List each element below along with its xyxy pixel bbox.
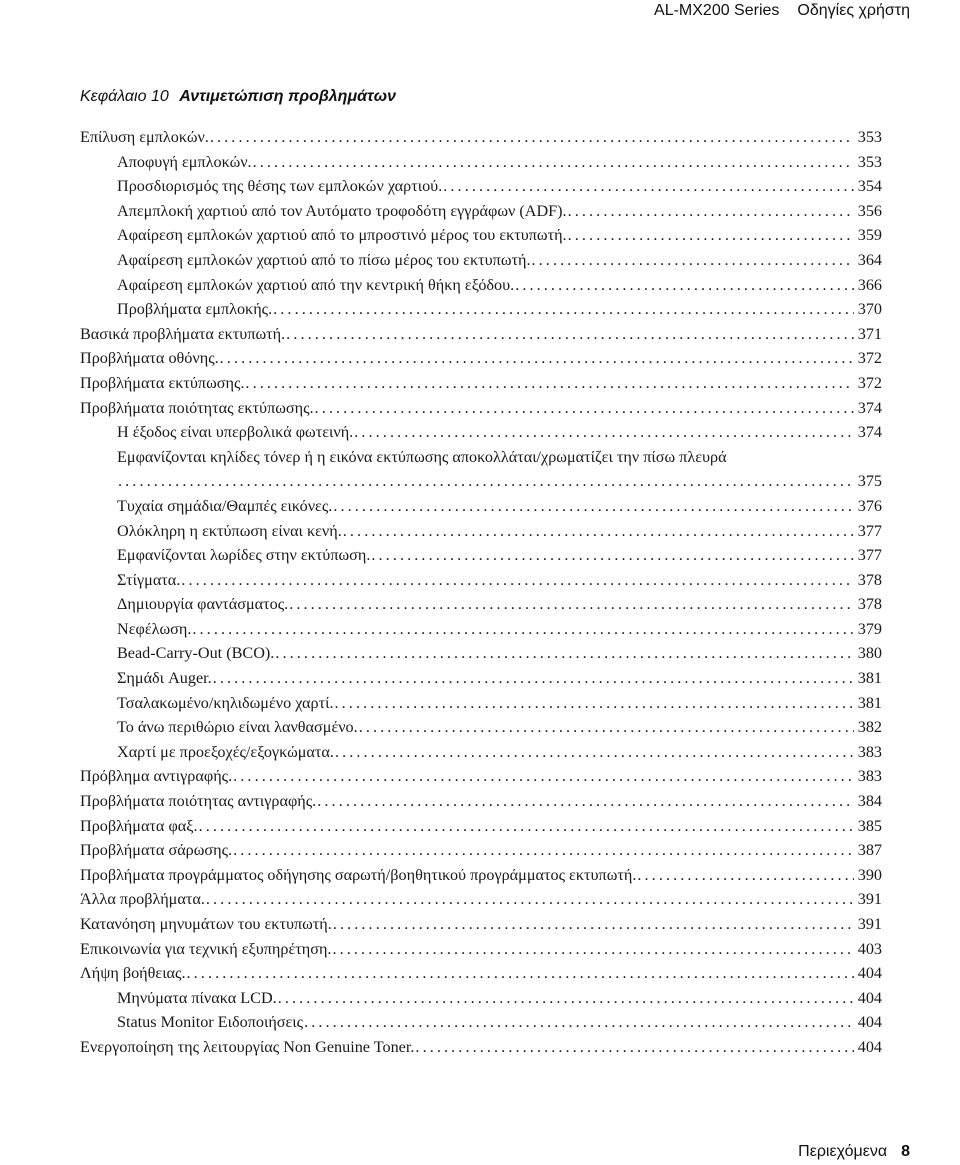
toc-entry-label[interactable]: Τυχαία σημάδια/Θαμπές εικόνες.	[117, 496, 333, 515]
toc-subentry[interactable]	[80, 592, 882, 617]
toc-page-number[interactable]: 383	[857, 767, 882, 786]
toc-entry[interactable]	[80, 125, 882, 150]
dot-leader	[275, 641, 853, 666]
dot-leader	[233, 838, 854, 863]
toc-entry-label[interactable]: Επικοινωνία για τεχνική εξυπηρέτηση.	[80, 939, 332, 958]
toc-entry-label[interactable]: Λήψη βοήθειας.	[80, 964, 186, 983]
toc-entry-label[interactable]: Βασικά προβλήματα εκτυπωτή.	[80, 324, 286, 343]
toc-entry[interactable]	[80, 322, 882, 347]
toc-page-number[interactable]: 370	[857, 300, 882, 319]
toc-page-number[interactable]: 359	[857, 226, 882, 245]
toc-entry-label[interactable]: Εμφανίζονται λωρίδες στην εκτύπωση.	[117, 546, 371, 565]
toc-entry-label[interactable]: Άλλα προβλήματα.	[80, 890, 205, 909]
toc-entry[interactable]	[80, 863, 882, 888]
toc-entry-label[interactable]: Νεφέλωση.	[117, 619, 192, 638]
toc-page-number[interactable]: 376	[857, 496, 882, 515]
toc-entry-label[interactable]: Η έξοδος είναι υπερβολικά φωτεινή.	[117, 423, 354, 442]
toc-entry-label[interactable]: Χαρτί με προεξοχές/εξογκώματα.	[117, 742, 334, 761]
toc-page-number[interactable]: 385	[857, 816, 882, 835]
toc-entry[interactable]	[80, 396, 882, 421]
dot-leader	[210, 125, 854, 150]
toc-page-number[interactable]: 377	[857, 521, 882, 540]
toc-page-number[interactable]: 354	[857, 177, 882, 196]
toc-page-number[interactable]: 378	[857, 570, 882, 589]
dot-leader	[568, 223, 854, 248]
toc-entry-label[interactable]: Bead-Carry-Out (BCO).	[117, 644, 275, 663]
toc-entry[interactable]	[80, 789, 882, 814]
dot-leader	[206, 887, 854, 912]
toc-page-number[interactable]: 380	[857, 644, 882, 663]
toc-entry-label[interactable]: Εμφανίζονται κηλίδες τόνερ ή η εικόνα εκτύπωσης αποκολλάται/χρωματίζει την πίσω πλευρά	[117, 447, 727, 466]
toc-entry[interactable]	[80, 1035, 882, 1060]
dot-leader	[415, 1035, 853, 1060]
dot-leader	[199, 814, 854, 839]
footer-section: Περιεχόμενα	[798, 1143, 888, 1160]
dot-leader	[286, 322, 854, 347]
toc-page-number[interactable]: 366	[857, 275, 882, 294]
toc-entry-label[interactable]: Τσαλακωμένο/κηλιδωμένο χαρτί.	[117, 693, 334, 712]
dot-leader	[335, 740, 854, 765]
dot-leader	[213, 666, 854, 691]
toc-subentry[interactable]	[80, 420, 882, 445]
toc-subentry[interactable]	[80, 1010, 882, 1035]
toc-page-number[interactable]: 377	[857, 546, 882, 565]
toc-page-number[interactable]: 353	[857, 152, 882, 171]
dot-leader	[333, 494, 853, 519]
toc-entry-label[interactable]: Προβλήματα προγράμματος οδήγησης σαρωτή/βοηθητικού προγράμματος εκτυπωτή.	[80, 865, 637, 884]
table-of-contents	[80, 125, 882, 1060]
toc-page-number[interactable]: 375	[857, 472, 882, 491]
toc-subentry[interactable]	[80, 666, 882, 691]
toc-page-number[interactable]: 374	[857, 423, 882, 442]
dot-leader	[637, 863, 853, 888]
chapter-heading	[80, 88, 396, 106]
footer-page-number: 8	[901, 1143, 910, 1160]
toc-page-number[interactable]: 378	[857, 595, 882, 614]
toc-entry-label[interactable]: Προσδιορισμός της θέσης των εμπλοκών χαρτιού.	[117, 177, 443, 196]
dot-leader	[181, 568, 853, 593]
toc-subentry[interactable]	[80, 740, 882, 765]
toc-subentry[interactable]	[80, 273, 882, 298]
dot-leader	[220, 346, 854, 371]
document-name: Οδηγίες χρήστη	[797, 2, 910, 19]
toc-page-number[interactable]: 382	[857, 718, 882, 737]
dot-leader	[443, 174, 853, 199]
dot-leader	[333, 912, 854, 937]
toc-entry[interactable]	[80, 937, 882, 962]
toc-entry-label[interactable]: Προβλήματα εμπλοκής.	[117, 300, 273, 319]
toc-subentry[interactable]	[80, 199, 882, 224]
toc-page-number[interactable]: 379	[857, 619, 882, 638]
toc-page-number[interactable]: 381	[857, 669, 882, 688]
toc-entry-label[interactable]: Επίλυση εμπλοκών.	[80, 128, 209, 146]
toc-entry-label[interactable]: Αφαίρεση εμπλοκών χαρτιού από το μπροστινό μέρος του εκτυπωτή.	[117, 226, 567, 245]
dot-leader	[315, 396, 854, 421]
toc-entry[interactable]	[80, 346, 882, 371]
dot-leader	[371, 543, 853, 568]
toc-page-number[interactable]: 381	[857, 693, 882, 712]
dot-leader	[304, 1010, 854, 1035]
toc-page-number[interactable]: 371	[857, 324, 882, 343]
toc-entry[interactable]	[80, 887, 882, 912]
dot-leader	[233, 764, 854, 789]
dot-leader	[359, 715, 854, 740]
toc-page-number[interactable]: 356	[857, 201, 882, 220]
dot-leader	[187, 961, 854, 986]
toc-entry-label[interactable]: Προβλήματα εκτύπωσης.	[80, 373, 245, 392]
toc-page-number[interactable]: 387	[857, 841, 882, 860]
toc-subentry[interactable]	[80, 715, 882, 740]
toc-subentry[interactable]	[80, 174, 882, 199]
chapter-title: Αντιμετώπιση προβλημάτων	[179, 88, 397, 105]
dot-leader	[335, 691, 854, 716]
toc-page-number[interactable]: 403	[857, 939, 882, 958]
dot-leader	[289, 592, 854, 617]
product-name: AL-MX200 Series	[654, 2, 780, 19]
toc-subentry[interactable]	[80, 223, 882, 248]
toc-entry[interactable]	[80, 912, 882, 937]
toc-entry[interactable]	[80, 371, 882, 396]
toc-page-number[interactable]: 353	[857, 128, 882, 146]
toc-entry-label[interactable]: Στίγματα.	[117, 570, 181, 589]
dot-leader	[118, 469, 854, 494]
toc-page-number[interactable]: 384	[857, 792, 882, 811]
toc-entry-label[interactable]: Ολόκληρη η εκτύπωση είναι κενή.	[117, 521, 342, 540]
toc-page-number[interactable]: 374	[857, 398, 882, 417]
toc-entry-label[interactable]: Σημάδι Auger.	[117, 669, 212, 688]
toc-entry-label[interactable]: Ενεργοποίηση της λειτουργίας Non Genuine Toner.	[80, 1037, 415, 1056]
toc-entry-label[interactable]: Προβλήματα ποιότητας εκτύπωσης.	[80, 398, 314, 417]
toc-entry-label[interactable]: Κατανόηση μηνυμάτων του εκτυπωτή.	[80, 915, 332, 933]
running-header	[654, 0, 910, 22]
toc-entry-label[interactable]: Προβλήματα ποιότητας αντιγραφής.	[80, 792, 317, 811]
toc-subentry[interactable]	[80, 691, 882, 716]
toc-subentry[interactable]	[80, 150, 882, 175]
toc-page-number[interactable]: 364	[857, 250, 882, 269]
toc-subentry[interactable]	[80, 568, 882, 593]
dot-leader	[253, 150, 854, 175]
dot-leader	[515, 273, 854, 298]
toc-page-number[interactable]: 404	[857, 1037, 882, 1056]
toc-subentry[interactable]	[80, 986, 882, 1011]
dot-leader	[273, 297, 854, 322]
toc-entry-label[interactable]: Αφαίρεση εμπλοκών χαρτιού από το πίσω μέρος του εκτυπωτή.	[117, 250, 531, 269]
toc-entry-label[interactable]: Πρόβλημα αντιγραφής.	[80, 767, 233, 786]
toc-subentry[interactable]	[80, 248, 882, 273]
toc-entry-label[interactable]: Δημιουργία φαντάσματος.	[117, 595, 289, 614]
toc-subentry[interactable]	[80, 494, 882, 519]
toc-page-number[interactable]: 391	[857, 890, 882, 909]
toc-entry[interactable]	[80, 838, 882, 863]
toc-page-number[interactable]: 404	[857, 1013, 882, 1032]
dot-leader	[245, 371, 853, 396]
toc-entry-continuation[interactable]	[80, 469, 882, 494]
toc-entry-label[interactable]: Προβλήματα φαξ.	[80, 816, 198, 835]
toc-entry-label[interactable]: Προβλήματα οθόνης.	[80, 349, 219, 368]
toc-page-number[interactable]: 372	[857, 373, 882, 392]
dot-leader	[278, 986, 854, 1011]
toc-entry-label[interactable]: Το άνω περιθώριο είναι λανθασμένο.	[117, 718, 358, 737]
dot-leader	[332, 937, 853, 962]
toc-subentry[interactable]	[80, 641, 882, 666]
toc-page-number[interactable]: 404	[857, 988, 882, 1007]
dot-leader	[532, 248, 854, 273]
toc-entry[interactable]	[80, 961, 882, 986]
dot-leader	[343, 519, 854, 544]
toc-entry-label[interactable]: Απεμπλοκή χαρτιού από τον Αυτόματο τροφοδότη εγγράφων (ADF).	[117, 201, 567, 220]
toc-subentry[interactable]	[80, 617, 882, 642]
running-footer	[798, 1143, 910, 1161]
toc-entry-label[interactable]: Αποφυγή εμπλοκών.	[117, 152, 252, 171]
toc-entry-label[interactable]: Μηνύματα πίνακα LCD.	[117, 988, 277, 1007]
dot-leader	[317, 789, 853, 814]
toc-page-number[interactable]: 404	[857, 964, 882, 983]
toc-entry-label[interactable]: Status Monitor Ειδοποιήσεις	[117, 1013, 304, 1032]
toc-entry[interactable]	[80, 814, 882, 839]
toc-page-number[interactable]: 391	[857, 915, 882, 933]
toc-entry[interactable]	[80, 764, 882, 789]
toc-entry-label[interactable]: Αφαίρεση εμπλοκών χαρτιού από την κεντρική θήκη εξόδου.	[117, 275, 515, 294]
toc-page-number[interactable]: 383	[857, 742, 882, 761]
chapter-prefix: Κεφάλαιο 10	[80, 88, 169, 105]
toc-subentry[interactable]	[80, 519, 882, 544]
dot-leader	[354, 420, 854, 445]
toc-page-number[interactable]: 390	[857, 865, 882, 884]
dot-leader	[568, 199, 854, 224]
dot-leader	[192, 617, 853, 642]
toc-page-number[interactable]: 372	[857, 349, 882, 368]
toc-entry-label[interactable]: Προβλήματα σάρωσης.	[80, 841, 233, 860]
toc-subentry[interactable]	[80, 297, 882, 322]
toc-subentry[interactable]	[80, 543, 882, 568]
